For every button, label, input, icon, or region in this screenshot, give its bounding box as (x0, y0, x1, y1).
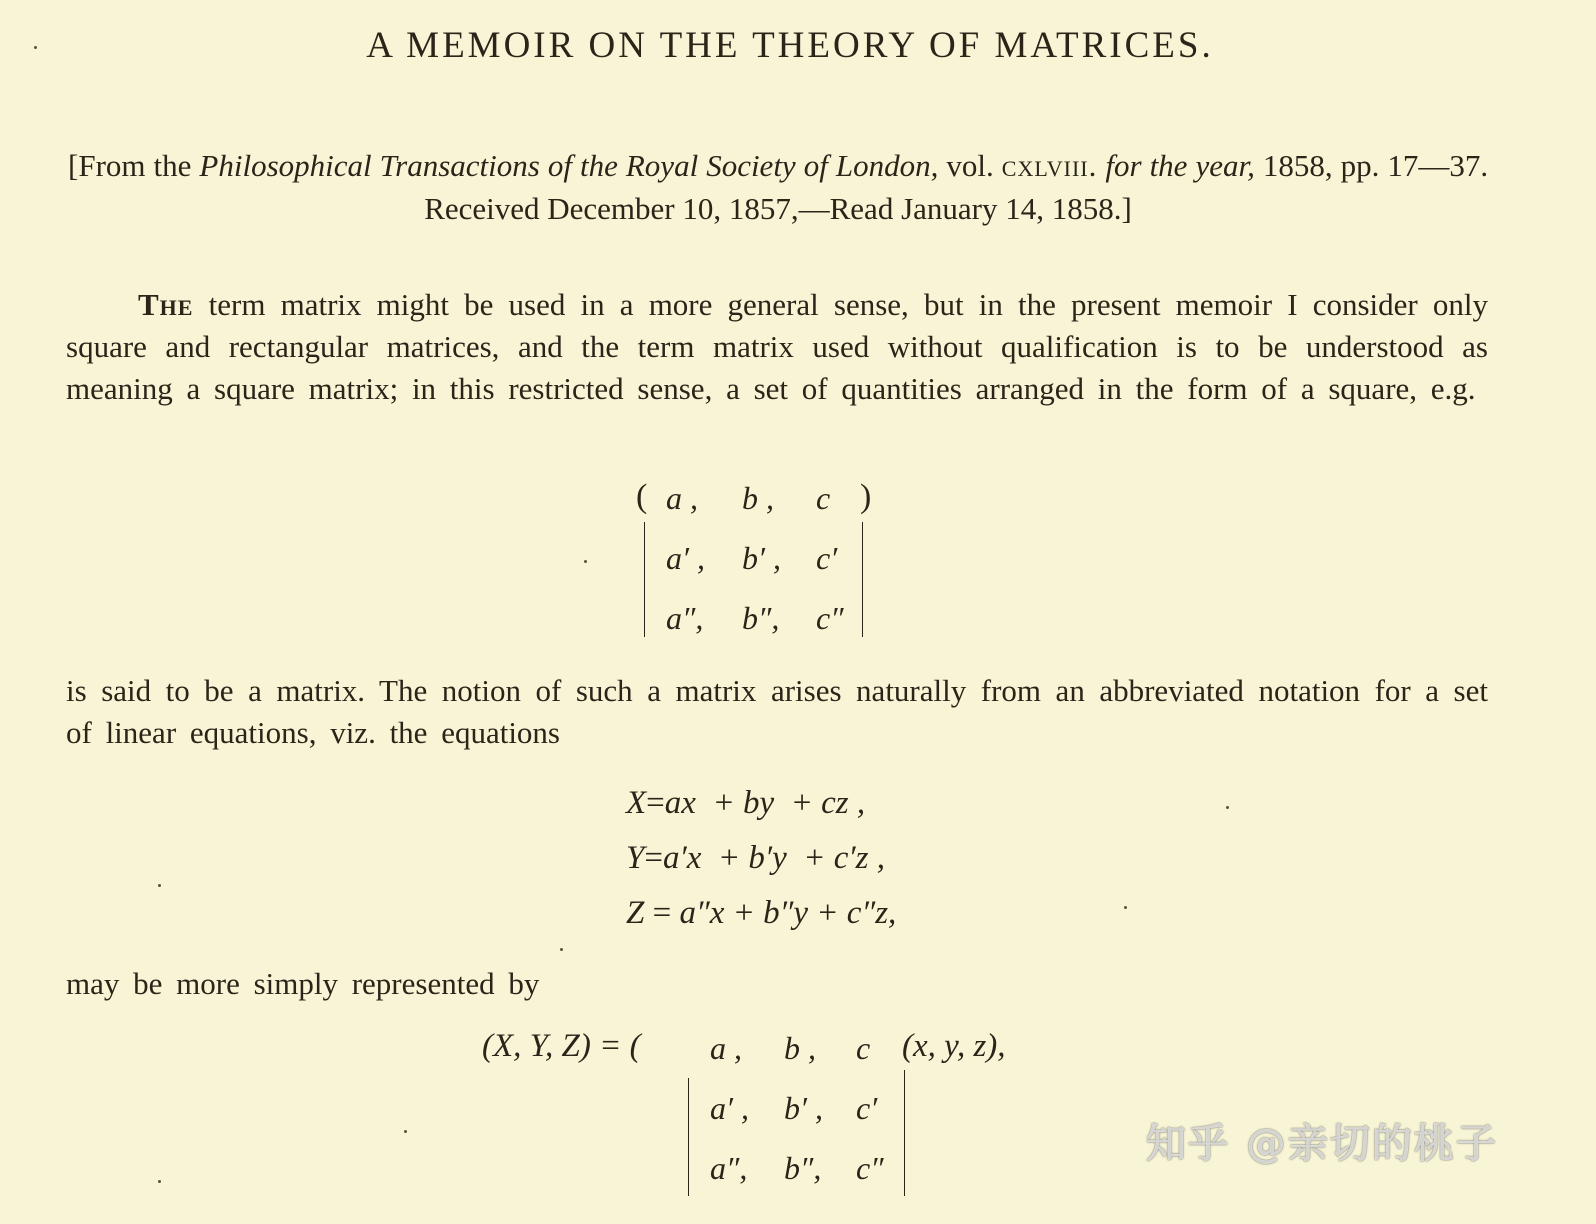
matrix-lhs: (X, Y, Z) = ( (482, 1028, 641, 1064)
source-citation: [From the Philosophical Transactions of the Royal Society of London, vol. cxlviii. for the year, 1858, pp. 17—37. Received December 10, 1857,—Read January 14, 1858.] (68, 148, 1489, 226)
scan-speck (1124, 906, 1127, 909)
scan-speck (584, 560, 587, 563)
matrix-cell: c (856, 1030, 871, 1066)
matrix-cell: c (816, 480, 831, 516)
matrix-cell: a , (666, 480, 698, 516)
matrix-cell: b , (784, 1030, 816, 1066)
matrix-left-bar (644, 522, 645, 637)
equation-row: Z = a″x + b″y + c″z, (626, 895, 897, 931)
matrix-right-bar (862, 522, 863, 637)
page-title: A MEMOIR ON THE THEORY OF MATRICES. (366, 25, 1214, 66)
scan-speck (158, 1180, 161, 1183)
matrix-cell: c′ (856, 1090, 878, 1126)
matrix-rhs: (x, y, z), (902, 1028, 1006, 1064)
matrix-cell: a′ , (666, 540, 705, 576)
matrix-cell: a , (710, 1030, 742, 1066)
paragraph-notion: is said to be a matrix. The notion of such a matrix arises naturally from an abbreviated notation for a set of linear equations, viz. the equations (66, 673, 1488, 750)
matrix-cell: a″, (710, 1150, 748, 1186)
scan-speck (34, 46, 37, 49)
matrix-display (686, 1030, 906, 1200)
matrix-cell: a′ , (710, 1090, 749, 1126)
watermark: 知乎 @亲切的桃子 (1146, 1121, 1498, 1167)
matrix-display (636, 478, 876, 648)
scan-speck (158, 884, 161, 887)
matrix-cell: b′ , (742, 540, 781, 576)
matrix-close-paren: ) (860, 478, 872, 515)
matrix-cell: c″ (816, 600, 844, 636)
equation-row: X=ax + by + cz , (626, 785, 866, 821)
scan-speck (1226, 806, 1229, 809)
scan-speck (560, 948, 563, 951)
matrix-cell: b″, (742, 600, 780, 636)
matrix-cell: b , (742, 480, 774, 516)
paragraph-represented: may be more simply represented by (66, 966, 540, 1001)
matrix-cell: a″, (666, 600, 704, 636)
matrix-cell: c′ (816, 540, 838, 576)
equation-row: Y=a′x + b′y + c′z , (626, 840, 885, 876)
paragraph-intro: The term matrix might be used in a more general sense, but in the present memoir I consider only square and rectangular matrices, and the term matrix used without qualification is to be understood as meaning a square matrix; in this restricted sense, a set of quantities arranged in the form of a square, e.g. (66, 287, 1488, 406)
matrix-cell: c″ (856, 1150, 884, 1186)
matrix-open-paren: ( (636, 478, 648, 515)
matrix-cell: b′ , (784, 1090, 823, 1126)
matrix-right-bar (904, 1070, 905, 1196)
matrix-cell: b″, (784, 1150, 822, 1186)
matrix-left-bar (688, 1078, 689, 1196)
scan-speck (404, 1130, 407, 1133)
